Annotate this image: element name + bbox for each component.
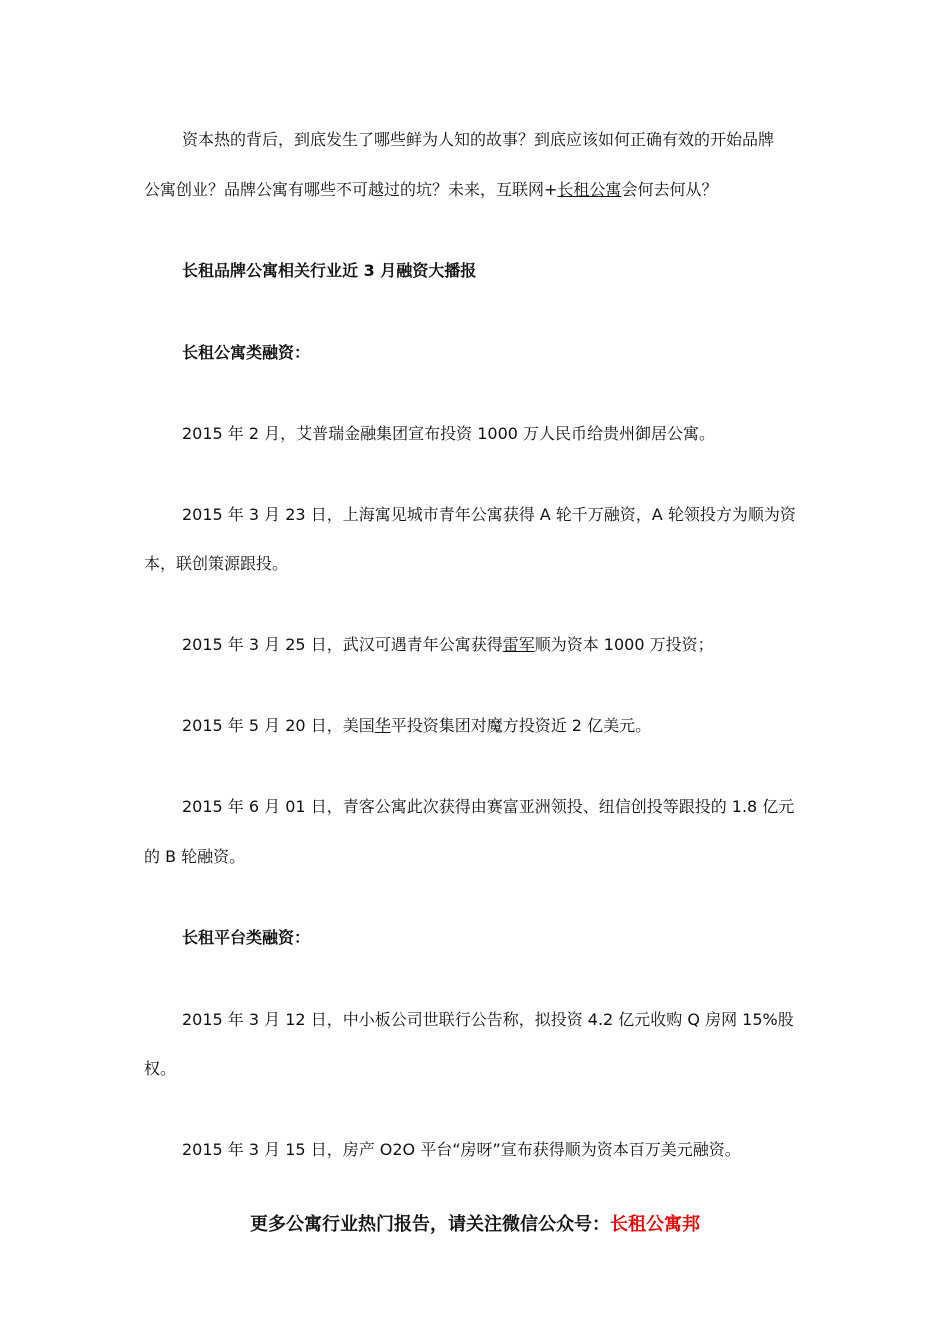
platform-item-1-line-1: 2015 年 3 月 12 日，中小板公司世联行公告称，拟投资 4.2 亿元收购 Q 房网 15%股 [182,1010,794,1029]
apartment-item-2-line-2: 本，联创策源跟投。 [144,554,289,573]
apartment-financing-heading: 长租公寓类融资： [182,343,311,362]
lei-jun-link[interactable]: 雷军 [502,635,535,654]
apartment-item-5-line-1: 2015 年 6 月 01 日，青客公寓此次获得由赛富亚洲领投、纽信创投等跟投的 1.8 亿元 [182,797,795,816]
apartment-item-5-line-2: 的 B 轮融资。 [144,847,246,866]
apartment-item-3 [182,633,852,657]
footer-text: 更多公寓行业热门报告，请关注微信公众号： [250,1214,610,1235]
item-3-text-end: 顺为资本 1000 万投资； [534,635,714,654]
apartment-item-2-line-1: 2015 年 3 月 23 日，上海寓见城市青年公寓获得 A 轮千万融资，A 轮领投方为顺为资 [182,505,796,524]
apartment-item-1: 2015 年 2 月，艾普瑞金融集团宣布投资 1000 万人民币给贵州御居公寓。 [182,424,716,443]
intro-text: 公寓创业？品牌公寓有哪些不可越过的坑？未来，互联网+ [144,180,558,199]
item-4-text: 2015 年 5 月 20 日，美国 [182,716,375,735]
footer-promo [0,1212,950,1238]
long-rental-apartment-link[interactable]: 长租公寓 [557,180,622,199]
intro-text-end: 会何去何从？ [621,180,718,199]
intro-line-2 [144,178,814,202]
platform-item-1-line-2: 权。 [144,1059,177,1078]
section-title: 长租品牌公寓相关行业近 3 月融资大播报 [182,261,477,280]
wechat-account-name: 长租公寓邦 [610,1214,700,1235]
hua-link[interactable]: 华 [374,716,391,735]
intro-line-1: 资本热的背后，到底发生了哪些鲜为人知的故事？到底应该如何正确有效的开始品牌 [182,130,775,149]
item-3-text: 2015 年 3 月 25 日，武汉可遇青年公寓获得 [182,635,503,654]
item-4-text-end: 平投资集团对魔方投资近 2 亿美元。 [390,716,652,735]
platform-item-2: 2015 年 3 月 15 日，房产 O2O 平台“房呀”宣布获得顺为资本百万美元融资。 [182,1140,741,1159]
apartment-item-4 [182,714,852,738]
platform-financing-heading: 长租平台类融资： [182,928,311,947]
